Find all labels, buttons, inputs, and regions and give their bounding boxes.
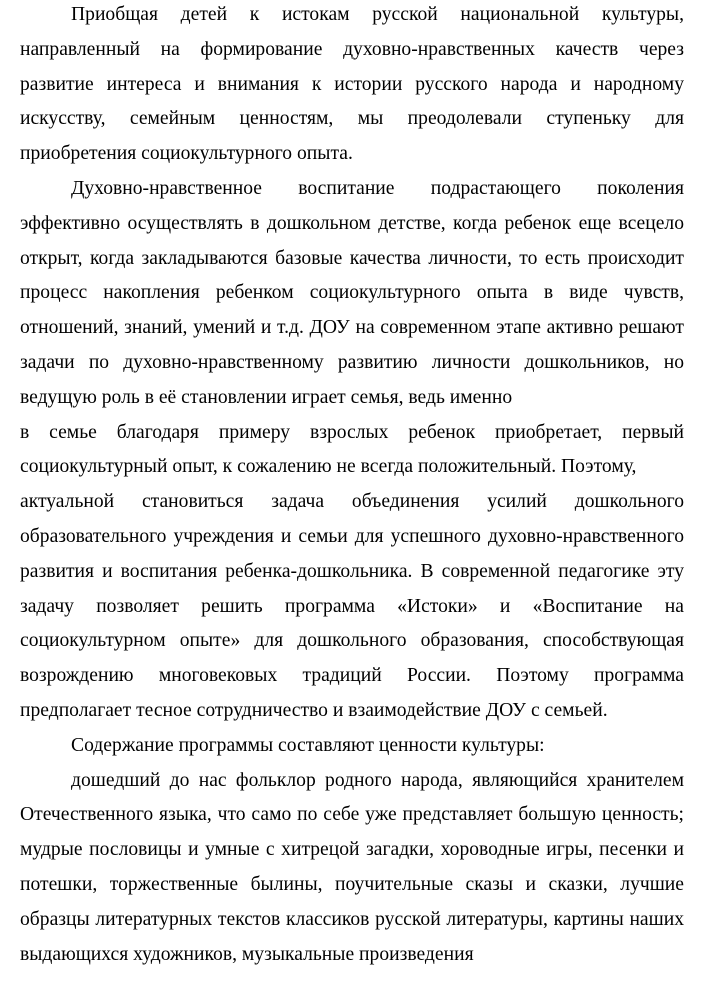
paragraph-4 — [20, 485, 684, 729]
paragraph-3 — [20, 416, 684, 486]
text-line: задачу позволяет решить программа «Истоки» и «Воспитание на — [20, 595, 684, 617]
text-line: развитие интереса и внимания к истории русского народа и народному — [20, 73, 684, 95]
text-line: Духовно-нравственное воспитание подрастающего поколения — [71, 177, 684, 199]
text-line: актуальной становиться задача объединения усилий дошкольного — [20, 491, 684, 513]
text-line: выдающихся художников, музыкальные произведения — [20, 943, 474, 965]
text-line: отношений, знаний, умений и т.д. ДОУ на современном этапе активно решают — [20, 317, 684, 339]
text-line: искусству, семейным ценностям, мы преодолевали ступеньку для — [20, 108, 684, 130]
text-line: Содержание программы составляют ценности культуры: — [71, 734, 545, 756]
text-line: возрождению многовековых традиций России. Поэтому программа — [20, 665, 684, 687]
paragraph-1 — [20, 0, 684, 172]
paragraph-6 — [20, 764, 684, 973]
text-line: социокультурный опыт, к сожалению не всегда положительный. Поэтому, — [20, 456, 637, 478]
text-line: потешки, торжественные былины, поучительные сказы и сказки, лучшие — [20, 873, 684, 895]
text-line: социокультурном опыте» для дошкольного образования, способствующая — [20, 630, 684, 652]
text-line: приобретения социокультурного опыта. — [20, 143, 353, 165]
text-line: предполагает тесное сотрудничество и взаимодействие ДОУ с семьей. — [20, 699, 608, 721]
text-line: ведущую роль в её становлении играет семья, ведь именно — [20, 386, 513, 408]
text-line: открыт, когда закладываются базовые качества личности, то есть происходит — [20, 247, 684, 269]
text-line: процесс накопления ребенком социокультурного опыта в виде чувств, — [20, 282, 684, 304]
text-line: эффективно осуществлять в дошкольном детстве, когда ребенок еще всецело — [20, 212, 684, 234]
text-line: дошедший до нас фольклор родного народа, являющийся хранителем — [71, 769, 684, 791]
paragraph-5 — [20, 729, 684, 764]
text-line: образцы литературных текстов классиков русской литературы, картины наших — [20, 908, 684, 930]
text-line: направленный на формирование духовно-нравственных качеств через — [20, 38, 684, 60]
document-page — [20, 0, 684, 972]
text-line: Отечественного языка, что само по себе уже представляет большую ценность; — [20, 804, 684, 826]
text-line: образовательного учреждения и семьи для успешного духовно-нравственного — [20, 525, 684, 547]
text-line: мудрые пословицы и умные с хитрецой загадки, хороводные игры, песенки и — [20, 839, 684, 861]
text-line: задачи по духовно-нравственному развитию личности дошкольников, но — [20, 351, 684, 373]
paragraph-2 — [20, 172, 684, 416]
text-line: Приобщая детей к истокам русской национальной культуры, — [71, 4, 684, 25]
text-line: развития и воспитания ребенка-дошкольника. В современной педагогике эту — [20, 560, 684, 582]
text-line: в семье благодаря примеру взрослых ребенок приобретает, первый — [20, 421, 684, 443]
